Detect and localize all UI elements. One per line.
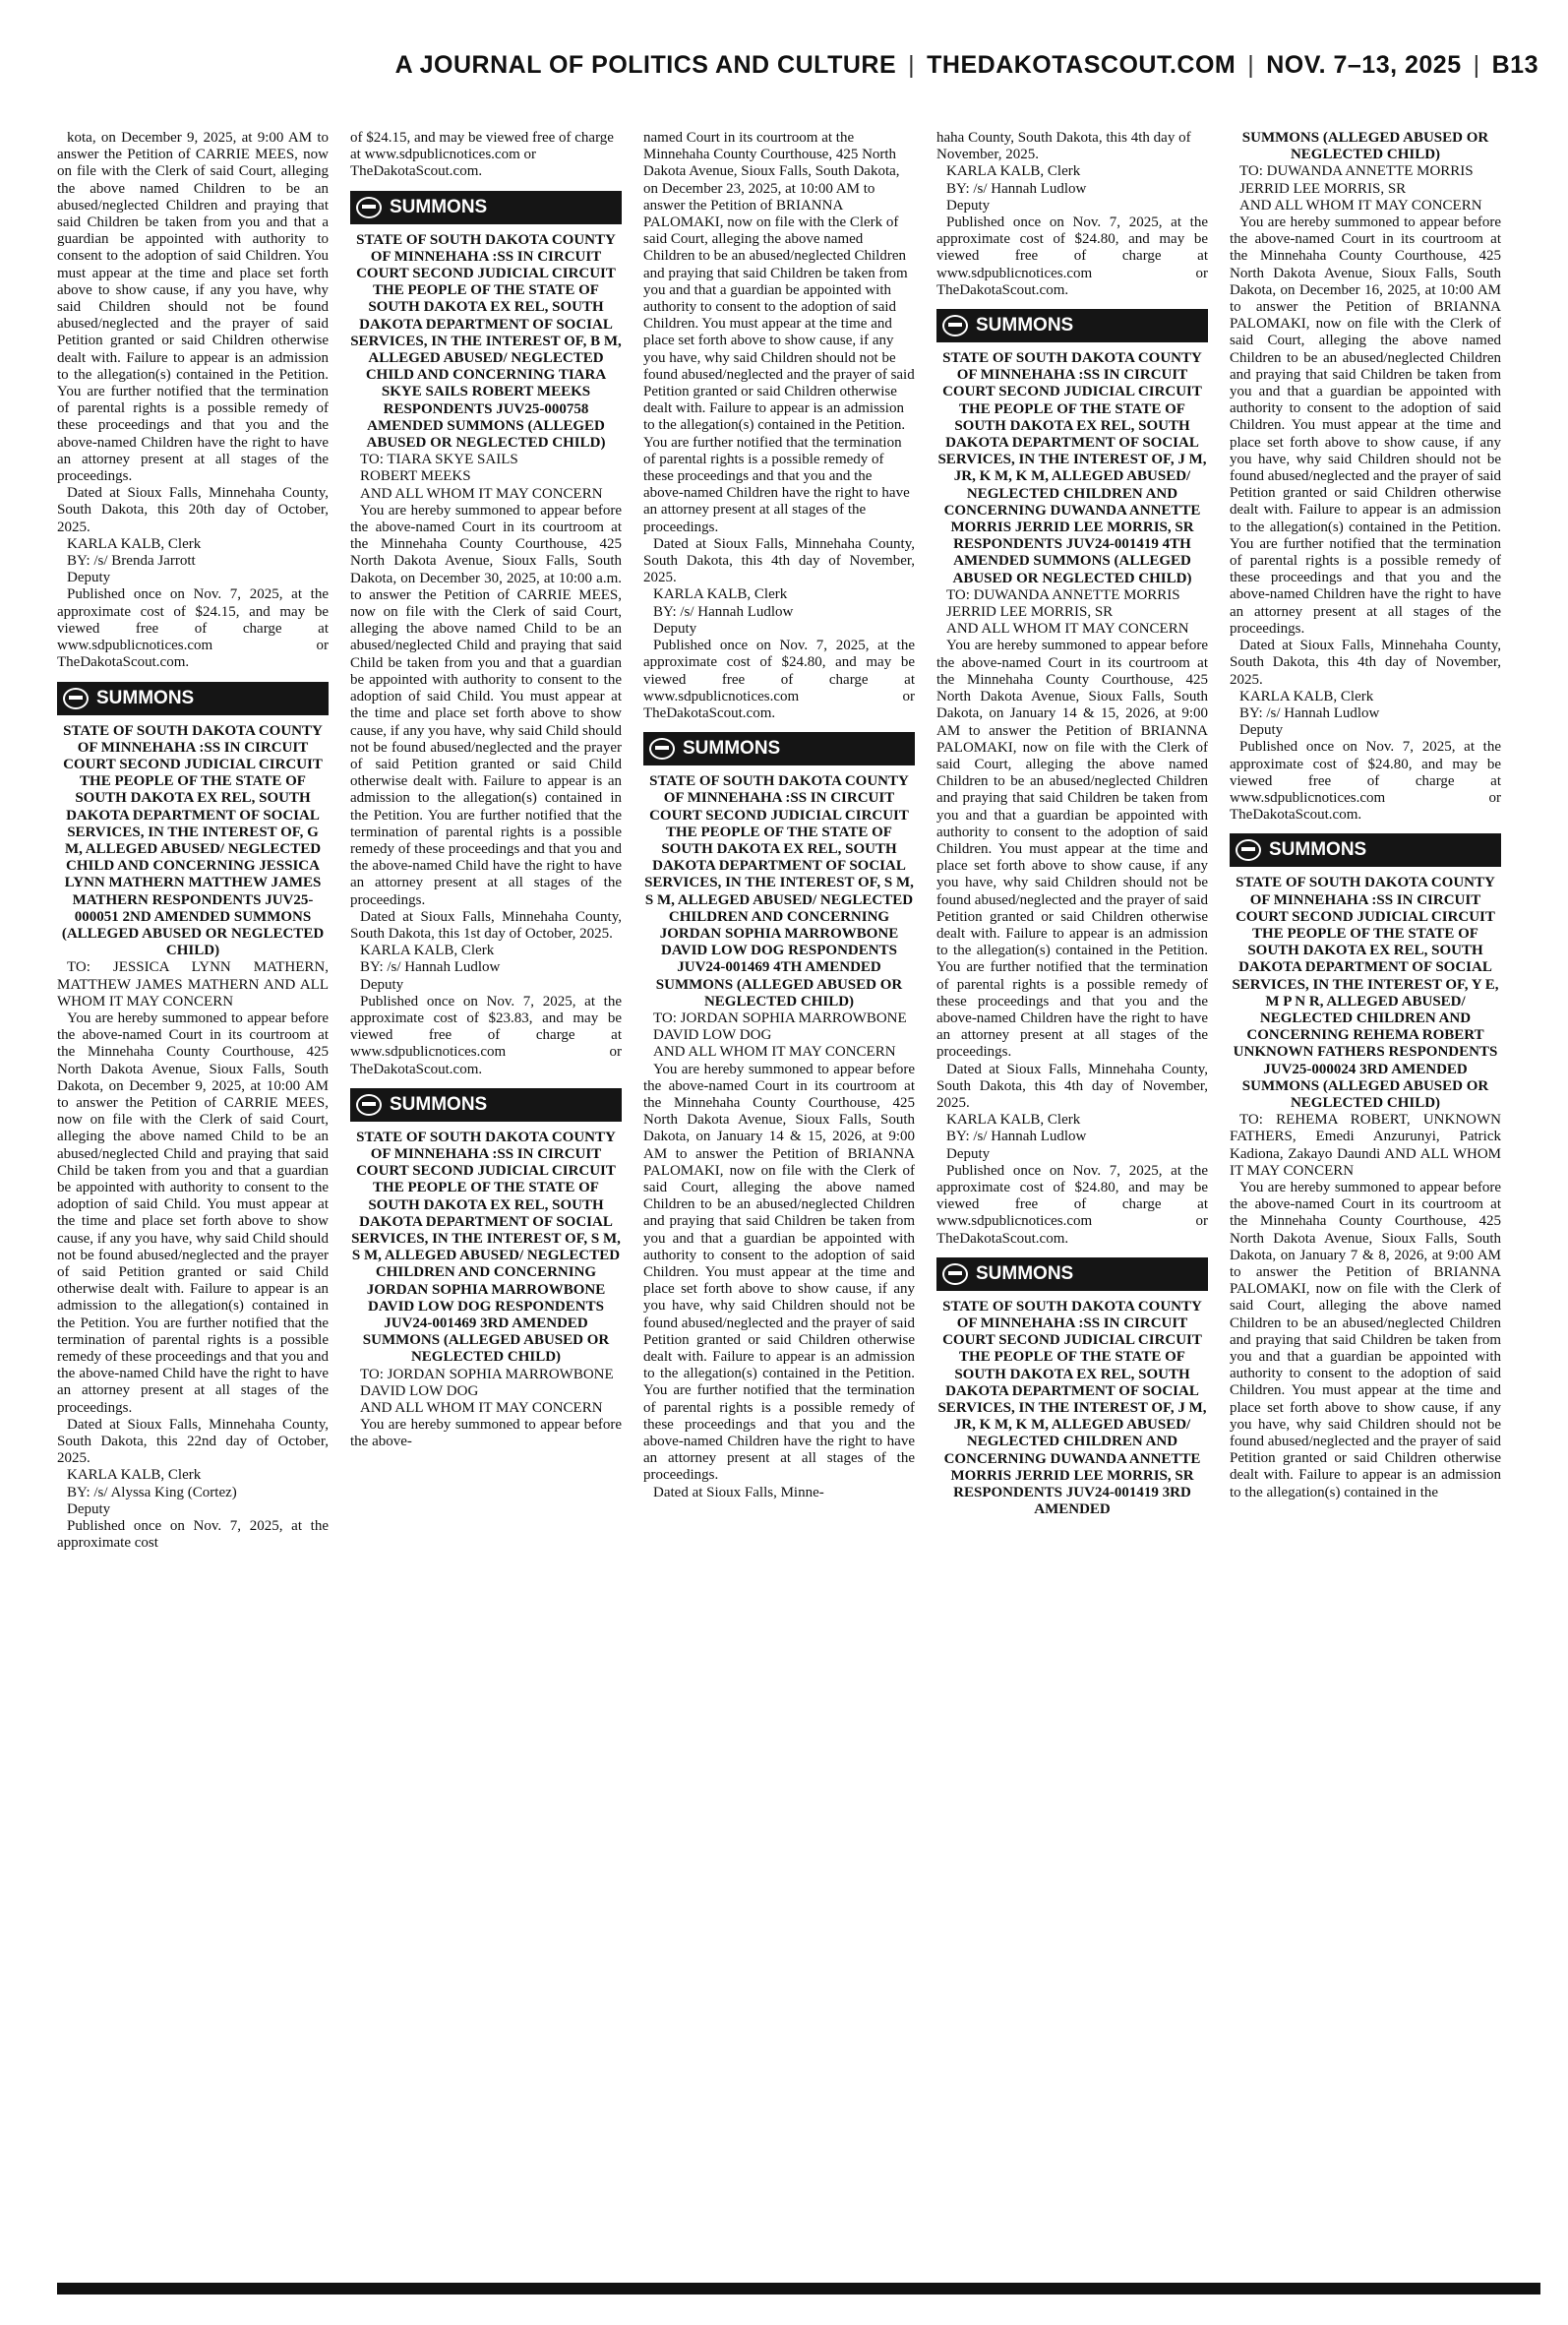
signature-line: BY: /s/ Brenda Jarrott: [67, 553, 196, 570]
signature-line: BY: /s/ Hannah Ludlow: [946, 180, 1087, 197]
notice-caption: STATE OF SOUTH DAKOTA COUNTY OF MINNEHAHA :SS IN CIRCUIT COURT SECOND JUDICIAL CIRCUIT THE PEOPLE OF THE STATE OF SOUTH DAKOTA EX REL, SOUTH DAKOTA DEPARTMENT OF SOCIAL SERVICES, IN THE INTEREST OF, Y E, M P N R, ALLEGED ABUSED/ NEGLECTED CHILDREN AND CONCERNING REHEMA ROBERT UNKNOWN FATHERS RESPONDENTS JUV25-000024 3RD AMENDED SUMMONS (ALLEGED ABUSED OR NEGLECTED CHILD): [1232, 875, 1499, 1111]
notice-paragraph: Published once on Nov. 7, 2025, at the approximate cost of $24.80, and may be viewed free of charge at www.sdpublicnotices.com or TheDakotaScout.com.: [1230, 739, 1501, 824]
notice-paragraph: Dated at Sioux Falls, Minnehaha County, South Dakota, this 4th day of November, 2025.: [936, 1061, 1208, 1111]
notice-paragraph: Published once on Nov. 7, 2025, at the approximate cost of $24.80, and may be viewed free of charge at www.sdpublicnotices.com or TheDakotaScout.com.: [643, 638, 915, 721]
notice-paragraph: AND ALL WHOM IT MAY CONCERN: [653, 1044, 896, 1061]
signature-line: Deputy: [946, 1145, 991, 1162]
summons-label: SUMMONS: [1269, 839, 1367, 861]
signature-line: Deputy: [67, 1500, 111, 1517]
signature-line: KARLA KALB, Clerk: [946, 1112, 1081, 1129]
signature-line: BY: /s/ Hannah Ludlow: [360, 959, 501, 976]
summons-header-bar: [57, 682, 329, 715]
notice-paragraph: You are hereby summoned to appear before the above-: [350, 1417, 622, 1450]
notice-paragraph: AND ALL WHOM IT MAY CONCERN: [360, 485, 603, 502]
signature-line: KARLA KALB, Clerk: [946, 163, 1081, 180]
signature-line: KARLA KALB, Clerk: [67, 1467, 202, 1484]
notice-paragraph: Published once on Nov. 7, 2025, at the approximate cost of $24.80, and may be viewed free of charge at www.sdpublicnotices.com or TheDakotaScout.com.: [936, 214, 1208, 298]
scout-logo-icon: [63, 688, 89, 709]
notice-paragraph: AND ALL WHOM IT MAY CONCERN: [360, 1400, 603, 1417]
notice-paragraph: AND ALL WHOM IT MAY CONCERN: [1239, 197, 1482, 214]
signature-line: Deputy: [67, 570, 111, 586]
notice-paragraph: Dated at Sioux Falls, Minnehaha County, South Dakota, this 4th day of November, 2025.: [1230, 638, 1501, 688]
footer-rule: [57, 2283, 1540, 2294]
signature-line: Deputy: [946, 197, 991, 214]
notice-paragraph: haha County, South Dakota, this 4th day of November, 2025.: [936, 130, 1191, 163]
notice-paragraph: Published once on Nov. 7, 2025, at the approximate cost: [57, 1518, 329, 1552]
notice-paragraph: You are hereby summoned to appear before the above-named Court in its courtroom at the Minnehaha County Courthouse, 425 North Dakota Avenue, Sioux Falls, South Dakota, on January 14 & 15, 2026, at 9:00 AM to answer the Petition of BRIANNA PALOMAKI, now on file with the Clerk of said Court, alleging the above named Children to be an abused/neglected Children and praying that said Children be taken from you and that a guardian be appointed with authority to consent to the adoption of said Children. You must appear at the time and place set forth above to show cause, if any you have, why said Children should not be found abused/neglected and the prayer of said Petition granted or said Children otherwise dealt with. Failure to appear is an admission to the allegation(s) contained in the Petition. You are further notified that the termination of parental rights is a possible remedy of these proceedings and that you and the above-named Children have the right to have an attorney present at all stages of the proceedings.: [936, 638, 1208, 1061]
signature-line: Deputy: [653, 620, 697, 637]
header-separator: |: [908, 51, 916, 79]
notice-paragraph: of $24.15, and may be viewed free of charge at www.sdpublicnotices.com or TheDakotaScout.com.: [350, 130, 614, 180]
summons-label: SUMMONS: [683, 738, 781, 760]
scout-logo-icon: [649, 738, 675, 760]
signature-line: BY: /s/ Hannah Ludlow: [1239, 704, 1380, 721]
summons-label: SUMMONS: [96, 687, 195, 708]
issue-date: NOV. 7–13, 2025: [1266, 51, 1462, 79]
summons-header-bar: [936, 1257, 1208, 1291]
signature-line: BY: /s/ Hannah Ludlow: [653, 603, 794, 620]
signature-line: KARLA KALB, Clerk: [653, 586, 788, 603]
signature-line: Deputy: [360, 976, 404, 993]
scout-logo-icon: [356, 1094, 382, 1116]
notice-paragraph: named Court in its courtroom at the Minnehaha County Courthouse, 425 North Dakota Avenue, Sioux Falls, South Dakota, on December 23, 2025, at 10:00 AM to answer the Petition of BRIANNA PALOMAKI, now on file with the Clerk of said Court, alleging the above named Children to be an abused/neglected Children and praying that said Children be taken from you and that a guardian be appointed with authority to consent to the adoption of said Children. You must appear at the time and place set forth above to show cause, if any you have, why said Children should not be found abused/neglected and the prayer of said Petition granted or said Children otherwise dealt with. Failure to appear is an admission to the allegation(s) contained in the Petition. You are further notified that the termination of parental rights is a possible remedy of these proceedings and that you and the above-named Children have the right to have an attorney present at all stages of the proceedings.: [643, 130, 915, 535]
notice-paragraph: AND ALL WHOM IT MAY CONCERN: [946, 621, 1189, 638]
summons-header-bar: [350, 191, 622, 224]
scout-logo-icon: [1236, 839, 1261, 861]
signature-line: BY: /s/ Alyssa King (Cortez): [67, 1484, 237, 1500]
notice-paragraph: TO: TIARA SKYE SAILS: [360, 452, 518, 468]
summons-label: SUMMONS: [976, 315, 1074, 337]
notice-paragraph: TO: DUWANDA ANNETTE MORRIS: [946, 586, 1180, 603]
notice-paragraph: JERRID LEE MORRIS, SR: [946, 604, 1114, 621]
notice-paragraph: JERRID LEE MORRIS, SR: [1239, 180, 1407, 197]
notice-paragraph: TO: JORDAN SOPHIA MARROWBONE: [360, 1366, 614, 1382]
notice-paragraph: Published once on Nov. 7, 2025, at the approximate cost of $24.80, and may be viewed free of charge at www.sdpublicnotices.com or TheDakotaScout.com.: [936, 1162, 1208, 1247]
notice-paragraph: DAVID LOW DOG: [360, 1382, 479, 1399]
notice-caption: STATE OF SOUTH DAKOTA COUNTY OF MINNEHAHA :SS IN CIRCUIT COURT SECOND JUDICIAL CIRCUIT THE PEOPLE OF THE STATE OF SOUTH DAKOTA EX REL, SOUTH DAKOTA DEPARTMENT OF SOCIAL SERVICES, IN THE INTEREST OF, B M, ALLEGED ABUSED/ NEGLECTED CHILD AND CONCERNING TIARA SKYE SAILS ROBERT MEEKS RESPONDENTS JUV25-000758 AMENDED SUMMONS (ALLEGED ABUSED OR NEGLECTED CHILD): [350, 231, 622, 452]
journal-tagline: A JOURNAL OF POLITICS AND CULTURE: [394, 51, 897, 79]
signature-line: Deputy: [1239, 722, 1284, 739]
column-2: [350, 130, 622, 2280]
signature-line: BY: /s/ Hannah Ludlow: [946, 1129, 1087, 1145]
notice-paragraph: Dated at Sioux Falls, Minnehaha County, South Dakota, this 22nd day of October, 2025.: [57, 1416, 329, 1467]
page-number: B13: [1491, 51, 1538, 79]
notice-caption: STATE OF SOUTH DAKOTA COUNTY OF MINNEHAHA :SS IN CIRCUIT COURT SECOND JUDICIAL CIRCUIT THE PEOPLE OF THE STATE OF SOUTH DAKOTA EX REL, SOUTH DAKOTA DEPARTMENT OF SOCIAL SERVICES, IN THE INTEREST OF, J M, JR, K M, K M, ALLEGED ABUSED/ NEGLECTED CHILDREN AND CONCERNING DUWANDA ANNETTE MORRIS JERRID LEE MORRIS, SR RESPONDENTS JUV24-001419 4TH AMENDED SUMMONS (ALLEGED ABUSED OR NEGLECTED CHILD): [937, 350, 1207, 586]
notice-paragraph: Published once on Nov. 7, 2025, at the approximate cost of $23.83, and may be viewed free of charge at www.sdpublicnotices.com or TheDakotaScout.com.: [350, 993, 622, 1077]
signature-line: KARLA KALB, Clerk: [360, 943, 495, 959]
column-3: [643, 130, 915, 2280]
notice-paragraph: Dated at Sioux Falls, Minne-: [653, 1484, 824, 1500]
page-header: [0, 51, 1568, 87]
summons-header-bar: [936, 309, 1208, 342]
notice-paragraph: You are hereby summoned to appear before the above-named Court in its courtroom at the Minnehaha County Courthouse, 425 North Dakota Avenue, Sioux Falls, South Dakota, on December 30, 2025, at 10:00 a.m. to answer the Petition of CARRIE MEES, now on file with the Clerk of said Court, alleging the above named Child to be an abused/neglected Child and praying that said Child be taken from you and that a guardian be appointed with authority to consent to the adoption of said Child. You must appear at the time and place set forth above to show cause, if any you have, why said Child should not be found abused/neglected and the prayer of said Petition granted or said Child otherwise dealt with. Failure to appear is an admission to the allegation(s) contained in the Petition. You are further notified that the termination of parental rights is a possible remedy of these proceedings and that you and the above-named Child have the right to have an attorney present at all stages of the proceedings.: [350, 502, 622, 908]
signature-line: KARLA KALB, Clerk: [67, 535, 202, 552]
header-separator: |: [1247, 51, 1255, 79]
notice-paragraph: Dated at Sioux Falls, Minnehaha County, South Dakota, this 4th day of November, 2025.: [643, 535, 915, 586]
notice-paragraph: You are hereby summoned to appear before the above-named Court in its courtroom at the Minnehaha County Courthouse, 425 North Dakota Avenue, Sioux Falls, South Dakota, on December 9, 2025, at 10:00 AM to answer the Petition of CARRIE MEES, now on file with the Clerk of said Court, alleging the above named Child to be an abused/neglected Child and praying that said Child be taken from you and that a guardian be appointed with authority to consent to the adoption of said Child. You must appear at the time and place set forth above to show cause, if any you have, why said Child should not be found abused/neglected and the prayer of said Petition granted or said Child otherwise dealt with. Failure to appear is an admission to the allegation(s) contained in the Petition. You are further notified that the termination of parental rights is a possible remedy of these proceedings and that you and the above-named Child have the right to have an attorney present at all stages of the proceedings.: [57, 1010, 329, 1416]
notice-caption: STATE OF SOUTH DAKOTA COUNTY OF MINNEHAHA :SS IN CIRCUIT COURT SECOND JUDICIAL CIRCUIT THE PEOPLE OF THE STATE OF SOUTH DAKOTA EX REL, SOUTH DAKOTA DEPARTMENT OF SOCIAL SERVICES, IN THE INTEREST OF, S M, S M, ALLEGED ABUSED/ NEGLECTED CHILDREN AND CONCERNING JORDAN SOPHIA MARROWBONE DAVID LOW DOG RESPONDENTS JUV24-001469 4TH AMENDED SUMMONS (ALLEGED ABUSED OR NEGLECTED CHILD): [644, 773, 914, 1010]
header-line: [395, 51, 1538, 80]
legal-notices: [57, 130, 1503, 2280]
summons-label: SUMMONS: [976, 1262, 1074, 1284]
notice-caption: STATE OF SOUTH DAKOTA COUNTY OF MINNEHAHA :SS IN CIRCUIT COURT SECOND JUDICIAL CIRCUIT THE PEOPLE OF THE STATE OF SOUTH DAKOTA EX REL, SOUTH DAKOTA DEPARTMENT OF SOCIAL SERVICES, IN THE INTEREST OF, S M, S M, ALLEGED ABUSED/ NEGLECTED CHILDREN AND CONCERNING JORDAN SOPHIA MARROWBONE DAVID LOW DOG RESPONDENTS JUV24-001469 3RD AMENDED SUMMONS (ALLEGED ABUSED OR NEGLECTED CHILD): [351, 1129, 621, 1366]
summons-label: SUMMONS: [390, 1093, 488, 1115]
notice-paragraph: DAVID LOW DOG: [653, 1027, 772, 1044]
site-name: THEDAKOTASCOUT.COM: [927, 51, 1236, 79]
notice-caption: STATE OF SOUTH DAKOTA COUNTY OF MINNEHAHA :SS IN CIRCUIT COURT SECOND JUDICIAL CIRCUIT THE PEOPLE OF THE STATE OF SOUTH DAKOTA EX REL, SOUTH DAKOTA DEPARTMENT OF SOCIAL SERVICES, IN THE INTEREST OF, J M, JR, K M, K M, ALLEGED ABUSED/ NEGLECTED CHILDREN AND CONCERNING DUWANDA ANNETTE MORRIS JERRID LEE MORRIS, SR RESPONDENTS JUV24-001419 3RD AMENDED: [937, 1298, 1207, 1518]
notice-caption: SUMMONS (ALLEGED ABUSED OR NEGLECTED CHILD): [1241, 130, 1489, 163]
scout-logo-icon: [942, 1263, 968, 1285]
notice-paragraph: Dated at Sioux Falls, Minnehaha County, South Dakota, this 20th day of October, 2025.: [57, 485, 329, 535]
notice-paragraph: kota, on December 9, 2025, at 9:00 AM to answer the Petition of CARRIE MEES, now on file with the Clerk of said Court, alleging the above named Children to be an abused/neglected Children and praying that said Children be taken from you and that a guardian be appointed with authority to consent to the adoption of said Children. You must appear at the time and place set forth above to show cause, if any you have, why said Children should not be found abused/neglected and the prayer of said Petition granted or said Children otherwise dealt with. Failure to appear is an admission to the allegation(s) contained in the Petition. You are further notified that the termination of parental rights is a possible remedy of these proceedings and that you and the above-named Children have the right to have an attorney present at all stages of the proceedings.: [57, 130, 329, 485]
column-1: [57, 130, 329, 2280]
notice-paragraph: TO: REHEMA ROBERT, UNKNOWN FATHERS, Emedi Anzurunyi, Patrick Kadiona, Zakayo Daundi AND ALL WHOM IT MAY CONCERN: [1230, 1112, 1501, 1179]
summons-header-bar: [350, 1088, 622, 1122]
notice-caption: STATE OF SOUTH DAKOTA COUNTY OF MINNEHAHA :SS IN CIRCUIT COURT SECOND JUDICIAL CIRCUIT THE PEOPLE OF THE STATE OF SOUTH DAKOTA EX REL, SOUTH DAKOTA DEPARTMENT OF SOCIAL SERVICES, IN THE INTEREST OF, G M, ALLEGED ABUSED/ NEGLECTED CHILD AND CONCERNING JESSICA LYNN MATHERN MATTHEW JAMES MATHERN RESPONDENTS JUV25-000051 2ND AMENDED SUMMONS (ALLEGED ABUSED OR NEGLECTED CHILD): [61, 722, 325, 959]
column-5: [1230, 130, 1501, 2280]
notice-paragraph: You are hereby summoned to appear before the above-named Court in its courtroom at the Minnehaha County Courthouse, 425 North Dakota Avenue, Sioux Falls, South Dakota, on January 7 & 8, 2026, at 9:00 AM to answer the Petition of BRIANNA PALOMAKI, now on file with the Clerk of said Court, alleging the above named Children to be an abused/neglected Children and praying that said Children be taken from you and that a guardian be appointed with authority to consent to the adoption of said Children. You must appear at the time and place set forth above to show cause, if any you have, why said Children should not be found abused/neglected and the prayer of said Petition granted or said Children otherwise dealt with. Failure to appear is an admission to the allegation(s) contained in the: [1230, 1179, 1501, 1500]
signature-line: KARLA KALB, Clerk: [1239, 688, 1374, 704]
notice-paragraph: ROBERT MEEKS: [360, 468, 471, 485]
notice-paragraph: Published once on Nov. 7, 2025, at the approximate cost of $24.15, and may be viewed free of charge at www.sdpublicnotices.com or TheDakotaScout.com.: [57, 586, 329, 671]
summons-label: SUMMONS: [390, 196, 488, 217]
header-separator: |: [1473, 51, 1480, 79]
notice-paragraph: TO: JORDAN SOPHIA MARROWBONE: [653, 1010, 907, 1026]
column-4: [936, 130, 1208, 2280]
scout-logo-icon: [942, 315, 968, 337]
notice-paragraph: TO: DUWANDA ANNETTE MORRIS: [1239, 163, 1474, 180]
notice-paragraph: TO: JESSICA LYNN MATHERN, MATTHEW JAMES MATHERN AND ALL WHOM IT MAY CONCERN: [57, 959, 329, 1010]
notice-paragraph: You are hereby summoned to appear before the above-named Court in its courtroom at the Minnehaha County Courthouse, 425 North Dakota Avenue, Sioux Falls, South Dakota, on January 14 & 15, 2026, at 9:00 AM to answer the Petition of BRIANNA PALOMAKI, now on file with the Clerk of said Court, alleging the above named Children to be an abused/neglected Children and praying that said Children be taken from you and that a guardian be appointed with authority to consent to the adoption of said Children. You must appear at the time and place set forth above to show cause, if any you have, why said Children should not be found abused/neglected and the prayer of said Petition granted or said Children otherwise dealt with. Failure to appear is an admission to the allegation(s) contained in the Petition. You are further notified that the termination of parental rights is a possible remedy of these proceedings and that you and the above-named Children have the right to have an attorney present at all stages of the proceedings.: [643, 1061, 915, 1484]
notice-paragraph: You are hereby summoned to appear before the above-named Court in its courtroom at the Minnehaha County Courthouse, 425 North Dakota Avenue, Sioux Falls, South Dakota, on December 16, 2025, at 10:00 AM to answer the Petition of BRIANNA PALOMAKI, now on file with the Clerk of said Court, alleging the above named Children to be an abused/neglected Children and praying that said Children be taken from you and that a guardian be appointed with authority to consent to the adoption of said Children. You must appear at the time and place set forth above to show cause, if any you have, why said Children should not be found abused/neglected and the prayer of said Petition granted or said Children otherwise dealt with. Failure to appear is an admission to the allegation(s) contained in the Petition. You are further notified that the termination of parental rights is a possible remedy of these proceedings and that you and the above-named Children have the right to have an attorney present at all stages of the proceedings.: [1230, 214, 1501, 637]
notice-paragraph: Dated at Sioux Falls, Minnehaha County, South Dakota, this 1st day of October, 2025.: [350, 908, 622, 942]
summons-header-bar: [643, 732, 915, 765]
scout-logo-icon: [356, 197, 382, 218]
summons-header-bar: [1230, 833, 1501, 867]
